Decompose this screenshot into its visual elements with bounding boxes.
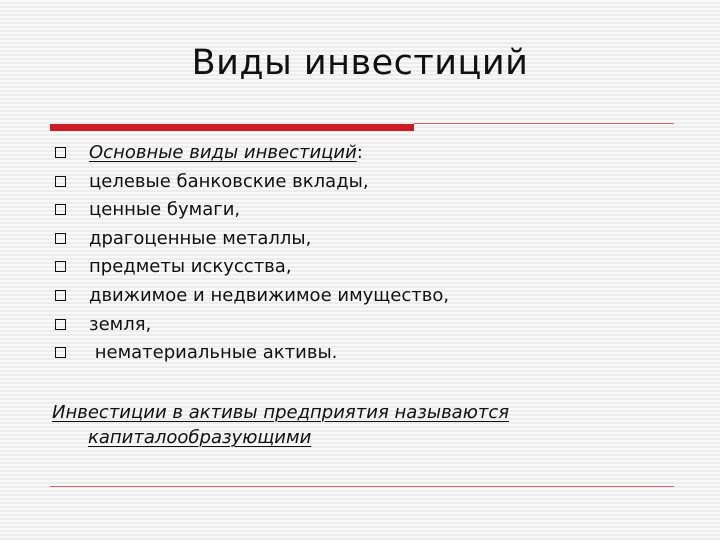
hollow-square-bullet-icon bbox=[55, 290, 66, 301]
hollow-square-bullet-icon bbox=[55, 147, 66, 158]
hollow-square-bullet-icon bbox=[55, 347, 66, 358]
hollow-square-bullet-icon bbox=[55, 261, 66, 272]
list-item-text: ценные бумаги, bbox=[89, 199, 241, 221]
list-item-text: земля, bbox=[89, 313, 152, 335]
hollow-square-bullet-icon bbox=[55, 204, 66, 215]
note-line-2: капиталообразующими bbox=[88, 427, 312, 448]
hollow-square-bullet-icon bbox=[55, 176, 66, 187]
list-intro-colon: : bbox=[356, 142, 363, 163]
list-item-text: движимое и недвижимое имущество, bbox=[89, 284, 450, 306]
list-item-text: предметы искусства, bbox=[89, 256, 292, 278]
title-accent-rule bbox=[50, 124, 414, 131]
list-intro-text: Основные виды инвестиций bbox=[89, 142, 357, 163]
list-item-text: драгоценные металлы, bbox=[89, 227, 312, 249]
list-item-text: целевые банковские вклады, bbox=[89, 170, 369, 192]
title-thin-rule bbox=[414, 123, 674, 124]
note-line-1: Инвестиции в активы предприятия называются bbox=[52, 402, 510, 423]
hollow-square-bullet-icon bbox=[55, 319, 66, 330]
slide-title: Виды инвестиций bbox=[191, 43, 529, 83]
list-item-text: нематериальные активы. bbox=[89, 342, 338, 364]
footer-thin-rule bbox=[50, 486, 674, 487]
hollow-square-bullet-icon bbox=[55, 233, 66, 244]
